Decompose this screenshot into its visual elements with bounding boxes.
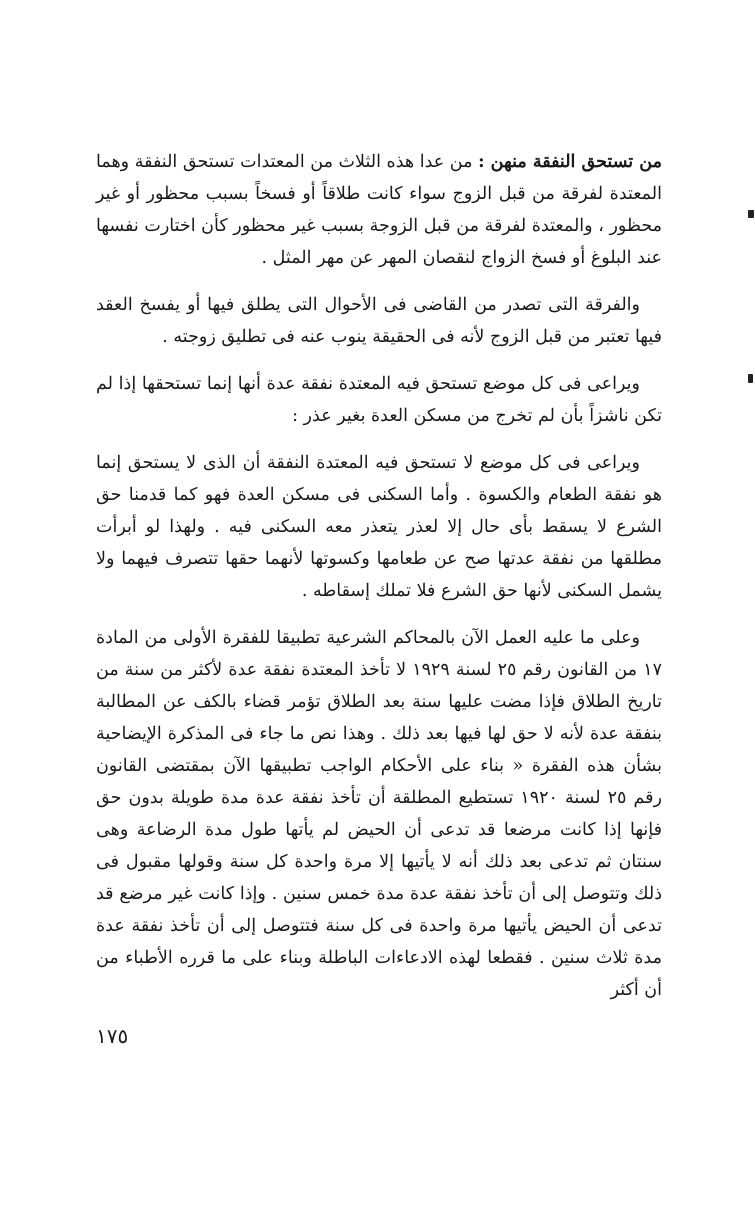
paragraph-judicial-separation xyxy=(96,289,662,353)
paragraph-text: وعلى ما عليه العمل الآن بالمحاكم الشرعية تطبيقا للفقرة الأولى من المادة ١٧ من القانون رقم ٢٥ لسنة ١٩٢٩ لا تأخذ المعتدة نفقة عدة لأكثر من سنة من تاريخ الطلاق فإذا مضت عليها سنة بعد الطلاق تؤمر قضاء بالكف عن المطالبة بنفقة عدة لأنه لا حق لها فيها بعد ذلك . وهذا نص ما جاء فى المذكرة الإيضاحية بشأن هذه الفقرة « بناء على الأحكام الواجب تطبيقها الآن بمقتضى القانون رقم ٢٥ لسنة ١٩٢٠ تستطيع المطلقة أن تأخذ نفقة عدة مدة طويلة بدون حق فإنها إذا كانت مرضعا قد تدعى أن الحيض لم يأتها طول مدة الرضاعة وهى سنتان ثم تدعى بعد ذلك أنه لا يأتيها إلا مرة واحدة كل سنة وقولها مقبول فى ذلك وتتوصل إلى أن تأخذ نفقة عدة مدة خمس سنين . وإذا كانت غير مرضع قد تدعى أن الحيض يأتيها مرة واحدة فى كل سنة فتتوصل إلى أن تأخذ نفقة عدة مدة ثلاث سنين . فقطعا لهذه الادعاءات الباطلة وبناء على ما قرره الأطباء من أن أكثر xyxy=(96,628,663,1000)
paragraph-nashiz-condition xyxy=(96,368,662,432)
paragraph-who-deserves-maintenance xyxy=(96,146,662,274)
paragraph-law-article-17 xyxy=(96,622,662,1006)
paragraph-text: ويراعى فى كل موضع تستحق فيه المعتدة نفقة عدة أنها إنما تستحقها إذا لم تكن ناشزاً بأن لم تخرج من مسكن العدة بغير عذر : xyxy=(96,374,662,426)
paragraph-lead-heading: من تستحق النفقة منهن : xyxy=(478,152,662,172)
body-text xyxy=(96,146,662,1013)
paragraph-text: والفرقة التى تصدر من القاضى فى الأحوال التى يطلق فيها أو يفسخ العقد فيها تعتبر من قبل الزوج لأنه فى الحقيقة ينوب عنه فى تطليق زوجته . xyxy=(96,295,662,347)
scan-speck xyxy=(748,374,753,383)
paragraph-text: من عدا هذه الثلاث من المعتدات تستحق النفقة وهما المعتدة لفرقة من قبل الزوج سواء كانت طلاقاً أو فسخاً بسبب محظور أو غير محظور ، والمعتدة لفرقة من قبل الزوجة بسبب غير محظور كأن اختارت نفسها عند البلوغ أو فسخ الزواج لنقصان المهر عن مهر المثل . xyxy=(96,152,662,268)
paragraph-text: ويراعى فى كل موضع لا تستحق فيه المعتدة النفقة أن الذى لا يستحق إنما هو نفقة الطعام والكسوة . وأما السكنى فى مسكن العدة فهو كما قدمنا حق الشرع لا يسقط بأى حال إلا لعذر يتعذر معه السكنى فيه . ولهذا لو أبرأت مطلقها من نفقة عدتها صح عن طعامها وكسوتها لأنهما حقها تتصرف فيهما ولا يشمل السكنى لأنها حق الشرع فلا تملك إسقاطه . xyxy=(96,453,662,601)
scan-speck xyxy=(748,210,754,218)
paragraph-housing-right xyxy=(96,447,662,607)
page-number: ١٧٥ xyxy=(96,1024,129,1048)
